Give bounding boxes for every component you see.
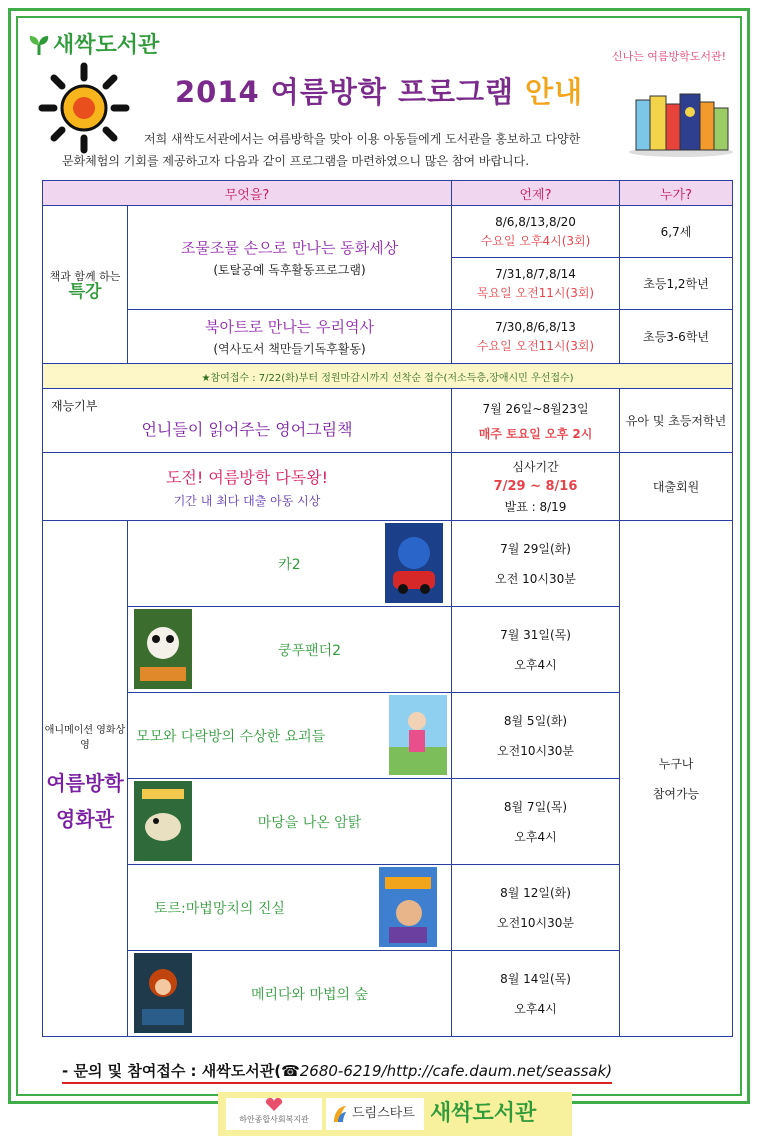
intro-text bbox=[62, 128, 642, 172]
dokdo-cell bbox=[43, 453, 452, 521]
movie-label-big-1: 여름방학 bbox=[46, 770, 124, 795]
who-cell: 초등1,2학년 bbox=[620, 258, 733, 310]
page-title bbox=[175, 70, 583, 111]
sponsor-1-name: 하안종합사회복지관 bbox=[239, 1115, 309, 1124]
contact-phone: ☎2680-6219 bbox=[281, 1062, 382, 1080]
movie-date: 7월 29일(화) bbox=[500, 541, 571, 556]
movie-cell bbox=[128, 779, 452, 865]
movie-when-cell bbox=[452, 865, 620, 951]
header-who: 누가? bbox=[620, 181, 733, 206]
movie-when-cell bbox=[452, 607, 620, 693]
header-what: 무엇을? bbox=[43, 181, 452, 206]
when-cell bbox=[452, 310, 620, 364]
program-title: 조물조물 손으로 만나는 동화세상 bbox=[180, 239, 399, 257]
talent-title: 언니들이 읽어주는 영어그림책 bbox=[141, 420, 353, 439]
movie-date: 8월 5일(화) bbox=[503, 713, 568, 728]
dokdo-who: 대출회원 bbox=[620, 453, 733, 521]
session-date: 7/30,8/6,8/13 bbox=[495, 319, 576, 334]
movie-time: 오후4시 bbox=[514, 657, 557, 672]
movie-label-small: 애니메이션 영화상영 bbox=[44, 724, 126, 751]
logo-text: 새싹도서관 bbox=[53, 33, 160, 58]
session-time: 수요일 오전11시(3회) bbox=[476, 338, 595, 353]
sponsor-bar bbox=[218, 1092, 572, 1136]
movie-poster-image bbox=[134, 953, 192, 1033]
movie-when-cell bbox=[452, 521, 620, 607]
movie-who-line-1: 누구나 bbox=[658, 756, 694, 771]
library-logo bbox=[28, 28, 159, 59]
movie-date: 7월 31일(목) bbox=[500, 627, 571, 642]
who-cell: 초등3-6학년 bbox=[620, 310, 733, 364]
table-row bbox=[43, 453, 733, 521]
session-time: 목요일 오전11시(3회) bbox=[476, 285, 595, 300]
intro-line-1: 저희 새싹도서관에서는 여름방학을 맞아 이용 아동들에게 도서관을 홍보하고 다양한 bbox=[144, 132, 581, 146]
special-label-big: 특강 bbox=[68, 282, 102, 302]
program-table bbox=[42, 180, 733, 1037]
movie-label-big-2: 영화관 bbox=[56, 806, 114, 831]
table-row bbox=[43, 389, 733, 453]
movie-time: 오전10시30분 bbox=[497, 915, 574, 930]
session-date: 8/6,8/13,8/20 bbox=[495, 214, 576, 229]
movie-poster-image bbox=[389, 695, 447, 775]
dreamstart-logo-icon bbox=[332, 1104, 348, 1124]
movie-cell bbox=[128, 607, 452, 693]
movie-date: 8월 12일(화) bbox=[500, 885, 571, 900]
talent-cell bbox=[43, 389, 452, 453]
movie-poster-image bbox=[134, 609, 192, 689]
when-cell bbox=[452, 453, 620, 521]
header-when: 언제? bbox=[452, 181, 620, 206]
sponsor-haan-welfare bbox=[226, 1098, 322, 1130]
movie-cell bbox=[128, 951, 452, 1037]
dokdo-announce: 발표 : 8/19 bbox=[504, 500, 567, 514]
movie-cell bbox=[128, 521, 452, 607]
movie-poster-image bbox=[134, 781, 192, 861]
dokdo-period: 7/29 ~ 8/16 bbox=[493, 479, 578, 494]
when-cell bbox=[452, 258, 620, 310]
movie-poster-image bbox=[379, 867, 437, 947]
movie-time: 오후4시 bbox=[514, 829, 557, 844]
movie-when-cell bbox=[452, 951, 620, 1037]
heart-icon bbox=[264, 1098, 284, 1112]
title-main: 2014 여름방학 프로그램 bbox=[175, 75, 515, 109]
table-row bbox=[43, 310, 733, 364]
when-cell bbox=[452, 389, 620, 453]
tagline: 신나는 여름방학도서관! bbox=[611, 50, 726, 63]
intro-line-2: 문화체험의 기회를 제공하고자 다음과 같이 프로그램을 마련하였으니 많은 참여 바랍니다. bbox=[62, 154, 530, 168]
movie-title: 쿵푸팬더2 bbox=[278, 642, 342, 659]
program-title: 북아트로 만나는 우리역사 bbox=[205, 318, 374, 336]
movie-label-big bbox=[43, 765, 127, 837]
movie-when-cell bbox=[452, 779, 620, 865]
movie-time: 오후4시 bbox=[514, 1001, 557, 1016]
sponsor-dreamstart bbox=[326, 1098, 424, 1130]
contact-label: - 문의 및 참여접수 : 새싹도서관( bbox=[62, 1062, 282, 1080]
dokdo-title: 도전! 여름방학 다독왕! bbox=[165, 467, 329, 487]
movie-poster-image bbox=[385, 523, 443, 603]
movie-title: 카2 bbox=[278, 556, 301, 573]
dokdo-period-label: 심사기간 bbox=[512, 460, 559, 474]
when-cell bbox=[452, 206, 620, 258]
title-accent: 안내 bbox=[525, 75, 584, 109]
talent-who: 유아 및 초등저학년 bbox=[620, 389, 733, 453]
sprout-icon bbox=[28, 34, 50, 56]
movie-when-cell bbox=[452, 693, 620, 779]
movie-cell bbox=[128, 693, 452, 779]
program-cell bbox=[128, 310, 452, 364]
movie-who-line-2: 참여가능 bbox=[652, 786, 700, 801]
sponsor-seassak-library: 새싹도서관 bbox=[430, 1101, 537, 1126]
movie-time: 오전10시30분 bbox=[497, 743, 574, 758]
special-label-top: 책과 함께 하는 bbox=[49, 270, 121, 283]
movie-title: 메리다와 마법의 숲 bbox=[250, 986, 369, 1003]
movie-title: 마당을 나온 암탉 bbox=[257, 814, 362, 831]
movie-title: 모모와 다락방의 수상한 요괴들 bbox=[136, 728, 326, 745]
talent-date: 7월 26일~8월23일 bbox=[482, 401, 589, 416]
movie-date: 8월 7일(목) bbox=[503, 799, 568, 814]
talent-time: 매주 토요일 오후 2시 bbox=[478, 426, 593, 441]
table-header-row bbox=[43, 181, 733, 206]
movie-who-cell bbox=[620, 521, 733, 1037]
books-icon bbox=[626, 92, 736, 158]
sponsor-2-name: 드림스타트 bbox=[352, 1106, 415, 1121]
dokdo-subtitle: 기간 내 최다 대출 아동 시상 bbox=[173, 493, 321, 508]
movie-date: 8월 14일(목) bbox=[500, 971, 571, 986]
movie-time: 오전 10시30분 bbox=[495, 571, 576, 586]
notice-row bbox=[43, 364, 733, 389]
talent-label: 재능기부 bbox=[51, 399, 98, 413]
registration-notice: ★참여접수 : 7/22(화)부터 정원마감시까지 선착순 접수(저소득층,장애시민 우선접수) bbox=[43, 364, 733, 389]
who-cell: 6,7세 bbox=[620, 206, 733, 258]
program-subtitle: (역사도서 책만들기독후활동) bbox=[213, 342, 366, 356]
contact-url[interactable]: /http://cafe.daum.net/seassak) bbox=[381, 1062, 613, 1080]
table-row bbox=[43, 521, 733, 607]
special-lecture-label bbox=[43, 206, 128, 364]
table-row bbox=[43, 206, 733, 258]
program-subtitle: (토탈공예 독후활동프로그램) bbox=[213, 263, 366, 277]
session-date: 7/31,8/7,8/14 bbox=[495, 266, 576, 281]
movie-title: 토르:마법망치의 진실 bbox=[154, 900, 285, 917]
movie-cell bbox=[128, 865, 452, 951]
session-time: 수요일 오후4시(3회) bbox=[480, 233, 591, 248]
movie-label-cell bbox=[43, 521, 128, 1037]
contact-info bbox=[62, 1060, 612, 1084]
program-cell bbox=[128, 206, 452, 310]
